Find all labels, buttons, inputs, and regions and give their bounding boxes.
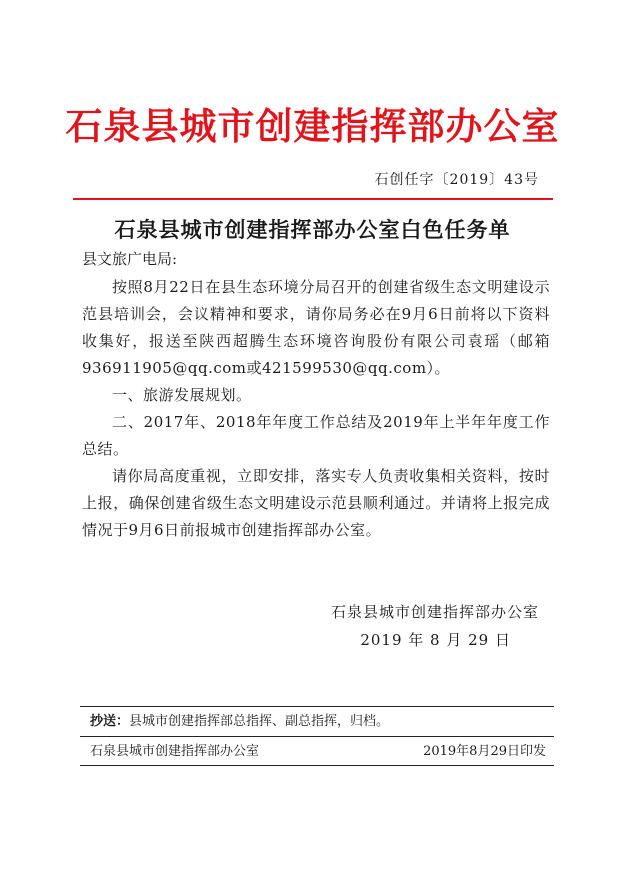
signature-org: 石泉县城市创建指挥部办公室 <box>330 603 539 621</box>
red-header-issuing-office: 石泉县城市创建指挥部办公室 <box>65 105 560 148</box>
footer-bottom-rule <box>80 765 554 766</box>
red-divider-line <box>73 198 553 200</box>
body-paragraph-4: 请你局高度重视，立即安排，落实专人负责收集相关资料，按时上报，确保创建省级生态文明建设示范县顺利通过。并请将上报完成情况于9月6日前报城市创建指挥部办公室。 <box>82 467 550 539</box>
body-paragraph-2: 一、旅游发展规划。 <box>112 386 252 404</box>
document-number: 石创任字〔2019〕43号 <box>374 172 539 188</box>
addressee: 县文旅广电局: <box>82 250 178 268</box>
body-paragraph-1: 按照8月22日在县生态环境分局召开的创建省级生态文明建设示范县培训会，会议精神和要求，请你局务必在9月6日前将以下资料收集好，报送至陕西超腾生态环境咨询股份有限公司袁瑶（邮箱936911905@qq.com或421599530@qq.com）。 <box>82 278 550 377</box>
footer-middle-rule <box>80 736 554 737</box>
signature-block <box>331 598 539 654</box>
document-title: 石泉县城市创建指挥部办公室白色任务单 <box>114 217 511 242</box>
footer-top-rule <box>80 706 554 707</box>
cc-label: 抄送： <box>90 714 130 729</box>
cc-line <box>90 711 389 733</box>
document-body <box>82 274 550 544</box>
signature-date: 2019 年 8 月 29 日 <box>360 631 511 649</box>
print-issuer: 石泉县城市创建指挥部办公室 <box>90 744 260 759</box>
print-date: 2019年8月29日印发 <box>423 744 546 759</box>
body-paragraph-3: 二、2017年、2018年年度工作总结及2019年上半年年度工作总结。 <box>82 413 550 458</box>
cc-recipients: 县城市创建指挥部总指挥、副总指挥，归档。 <box>129 714 390 729</box>
